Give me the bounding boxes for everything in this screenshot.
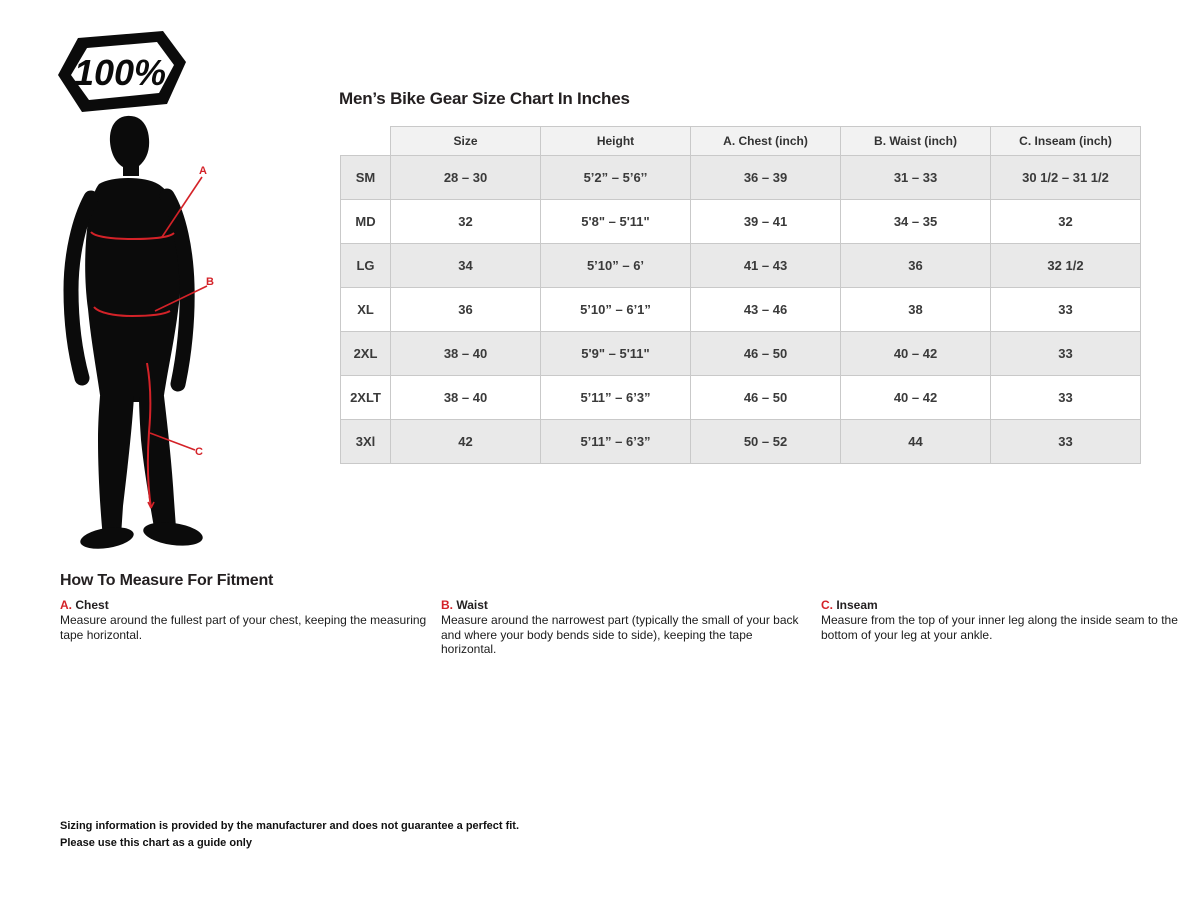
measure-letter: B. (441, 598, 453, 612)
header-cell: B. Waist (inch) (841, 127, 991, 156)
row-size-label: LG (341, 244, 391, 288)
header-cell: C. Inseam (inch) (991, 127, 1141, 156)
cell-inseam: 32 1/2 (991, 244, 1141, 288)
cell-size: 34 (391, 244, 541, 288)
brand-logo-100-percent (56, 29, 188, 115)
size-table-header-row (341, 127, 1141, 156)
table-row-md (341, 200, 1141, 244)
measure-name: Waist (456, 598, 488, 612)
cell-chest: 50 – 52 (691, 420, 841, 464)
cell-size: 38 – 40 (391, 332, 541, 376)
row-size-label: 2XLT (341, 376, 391, 420)
cell-height: 5’11” – 6’3” (541, 376, 691, 420)
cell-height: 5'8" – 5'11" (541, 200, 691, 244)
male-silhouette (71, 116, 204, 550)
measure-item-title (821, 598, 1191, 612)
figure-label-c: C (195, 446, 203, 458)
cell-height: 5’11” – 6’3” (541, 420, 691, 464)
header-cell-blank (341, 127, 391, 156)
cell-size: 36 (391, 288, 541, 332)
cell-chest: 46 – 50 (691, 332, 841, 376)
row-size-label: XL (341, 288, 391, 332)
cell-waist: 38 (841, 288, 991, 332)
size-table-container (340, 126, 1141, 464)
table-row-lg (341, 244, 1141, 288)
measure-letter: A. (60, 598, 72, 612)
cell-inseam: 33 (991, 288, 1141, 332)
measure-item-title (60, 598, 430, 612)
measure-item-title (441, 598, 811, 612)
measure-name: Chest (75, 598, 109, 612)
figure-label-b: B (206, 276, 214, 288)
cell-waist: 40 – 42 (841, 376, 991, 420)
cell-chest: 46 – 50 (691, 376, 841, 420)
size-table-body (341, 156, 1141, 464)
cell-waist: 44 (841, 420, 991, 464)
how-to-measure-heading: How To Measure For Fitment (60, 572, 274, 589)
figure-label-a: A (199, 165, 207, 177)
cell-size: 32 (391, 200, 541, 244)
cell-size: 38 – 40 (391, 376, 541, 420)
measure-name: Inseam (836, 598, 878, 612)
header-cell: Height (541, 127, 691, 156)
cell-inseam: 33 (991, 420, 1141, 464)
cell-chest: 43 – 46 (691, 288, 841, 332)
measure-description: Measure around the fullest part of your chest, keeping the measuring tape horizontal. (60, 613, 427, 642)
logo-text: 100% (73, 52, 167, 93)
disclaimer-line-1: Sizing information is provided by the manufacturer and does not guarantee a perfect fit. (60, 820, 520, 832)
row-size-label: SM (341, 156, 391, 200)
cell-inseam: 32 (991, 200, 1141, 244)
size-table (340, 126, 1141, 464)
table-row-xl (341, 288, 1141, 332)
row-size-label: 2XL (341, 332, 391, 376)
cell-chest: 39 – 41 (691, 200, 841, 244)
header-cell: A. Chest (inch) (691, 127, 841, 156)
table-row-2xlt (341, 376, 1141, 420)
cell-height: 5’10” – 6’ (541, 244, 691, 288)
measure-item-chest (60, 598, 430, 642)
cell-height: 5’10” – 6’1” (541, 288, 691, 332)
table-row-2xl (341, 332, 1141, 376)
table-row-sm (341, 156, 1141, 200)
cell-height: 5’2” – 5’6’’ (541, 156, 691, 200)
measure-letter: C. (821, 598, 833, 612)
measure-description: Measure around the narrowest part (typically the small of your back and where your body bends side to side), keeping the tape horizontal. (441, 613, 799, 657)
measure-description: Measure from the top of your inner leg along the inside seam to the bottom of your leg at your ankle. (821, 613, 1178, 642)
cell-waist: 34 – 35 (841, 200, 991, 244)
sizing-disclaimer (60, 818, 519, 851)
cell-size: 28 – 30 (391, 156, 541, 200)
cell-height: 5'9" – 5'11" (541, 332, 691, 376)
measurement-figure-silhouette (55, 110, 215, 550)
header-cell: Size (391, 127, 541, 156)
cell-chest: 36 – 39 (691, 156, 841, 200)
cell-waist: 31 – 33 (841, 156, 991, 200)
measure-item-waist (441, 598, 811, 657)
row-size-label: 3Xl (341, 420, 391, 464)
table-row-3xl (341, 420, 1141, 464)
page-title: Men’s Bike Gear Size Chart In Inches (339, 89, 630, 108)
cell-waist: 36 (841, 244, 991, 288)
disclaimer-line-2: Please use this chart as a guide only (60, 836, 252, 849)
cell-inseam: 33 (991, 376, 1141, 420)
measure-item-inseam (821, 598, 1191, 642)
cell-inseam: 30 1/2 – 31 1/2 (991, 156, 1141, 200)
cell-inseam: 33 (991, 332, 1141, 376)
cell-size: 42 (391, 420, 541, 464)
cell-chest: 41 – 43 (691, 244, 841, 288)
cell-waist: 40 – 42 (841, 332, 991, 376)
row-size-label: MD (341, 200, 391, 244)
